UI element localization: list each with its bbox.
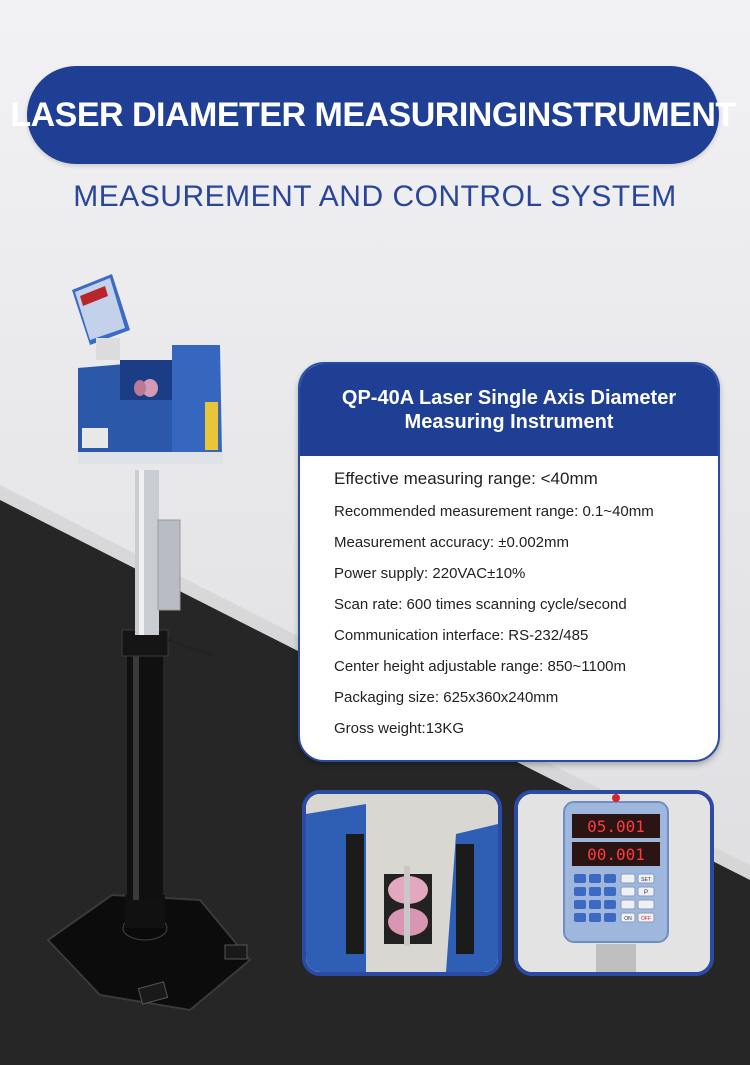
spec-power-supply: Power supply: 220VAC±10%: [334, 565, 526, 582]
spec-measuring-range: Effective measuring range: <40mm: [334, 469, 598, 488]
spec-accuracy: Measurement accuracy: ±0.002mm: [334, 534, 569, 551]
spec-recommended-range: Recommended measurement range: 0.1~40mm: [334, 503, 654, 520]
key-on: ON: [624, 916, 632, 922]
spec-title-line1: QP-40A Laser Single Axis Diameter: [341, 387, 677, 409]
keypad-image: [518, 794, 710, 972]
spec-communication: Communication interface: RS-232/485: [334, 627, 589, 644]
key-p: P: [643, 890, 649, 896]
display-bottom: 00.001: [587, 845, 645, 864]
spec-card-header: [300, 364, 718, 456]
title-banner: [10, 66, 736, 164]
rollers-image: [306, 794, 498, 972]
spec-title-line2: Measuring Instrument: [404, 411, 614, 433]
page-subtitle: MEASUREMENT AND CONTROL SYSTEM: [73, 180, 677, 213]
spec-list: [300, 456, 718, 744]
key-off: OFF: [641, 916, 651, 922]
spec-card: [298, 362, 720, 762]
display-top: 05.001: [587, 817, 645, 836]
key-set: SET: [641, 877, 651, 883]
spec-packaging-size: Packaging size: 625x360x240mm: [334, 689, 559, 706]
thumbnail-rollers: [302, 790, 502, 976]
spec-gross-weight: Gross weight:13KG: [334, 720, 465, 737]
spec-scan-rate: Scan rate: 600 times scanning cycle/second: [334, 596, 627, 613]
thumbnail-keypad: [514, 790, 714, 976]
page-title: LASER DIAMETER MEASURINGINSTRUMENT: [10, 95, 736, 134]
spec-center-height: Center height adjustable range: 850~1100m: [334, 658, 627, 675]
